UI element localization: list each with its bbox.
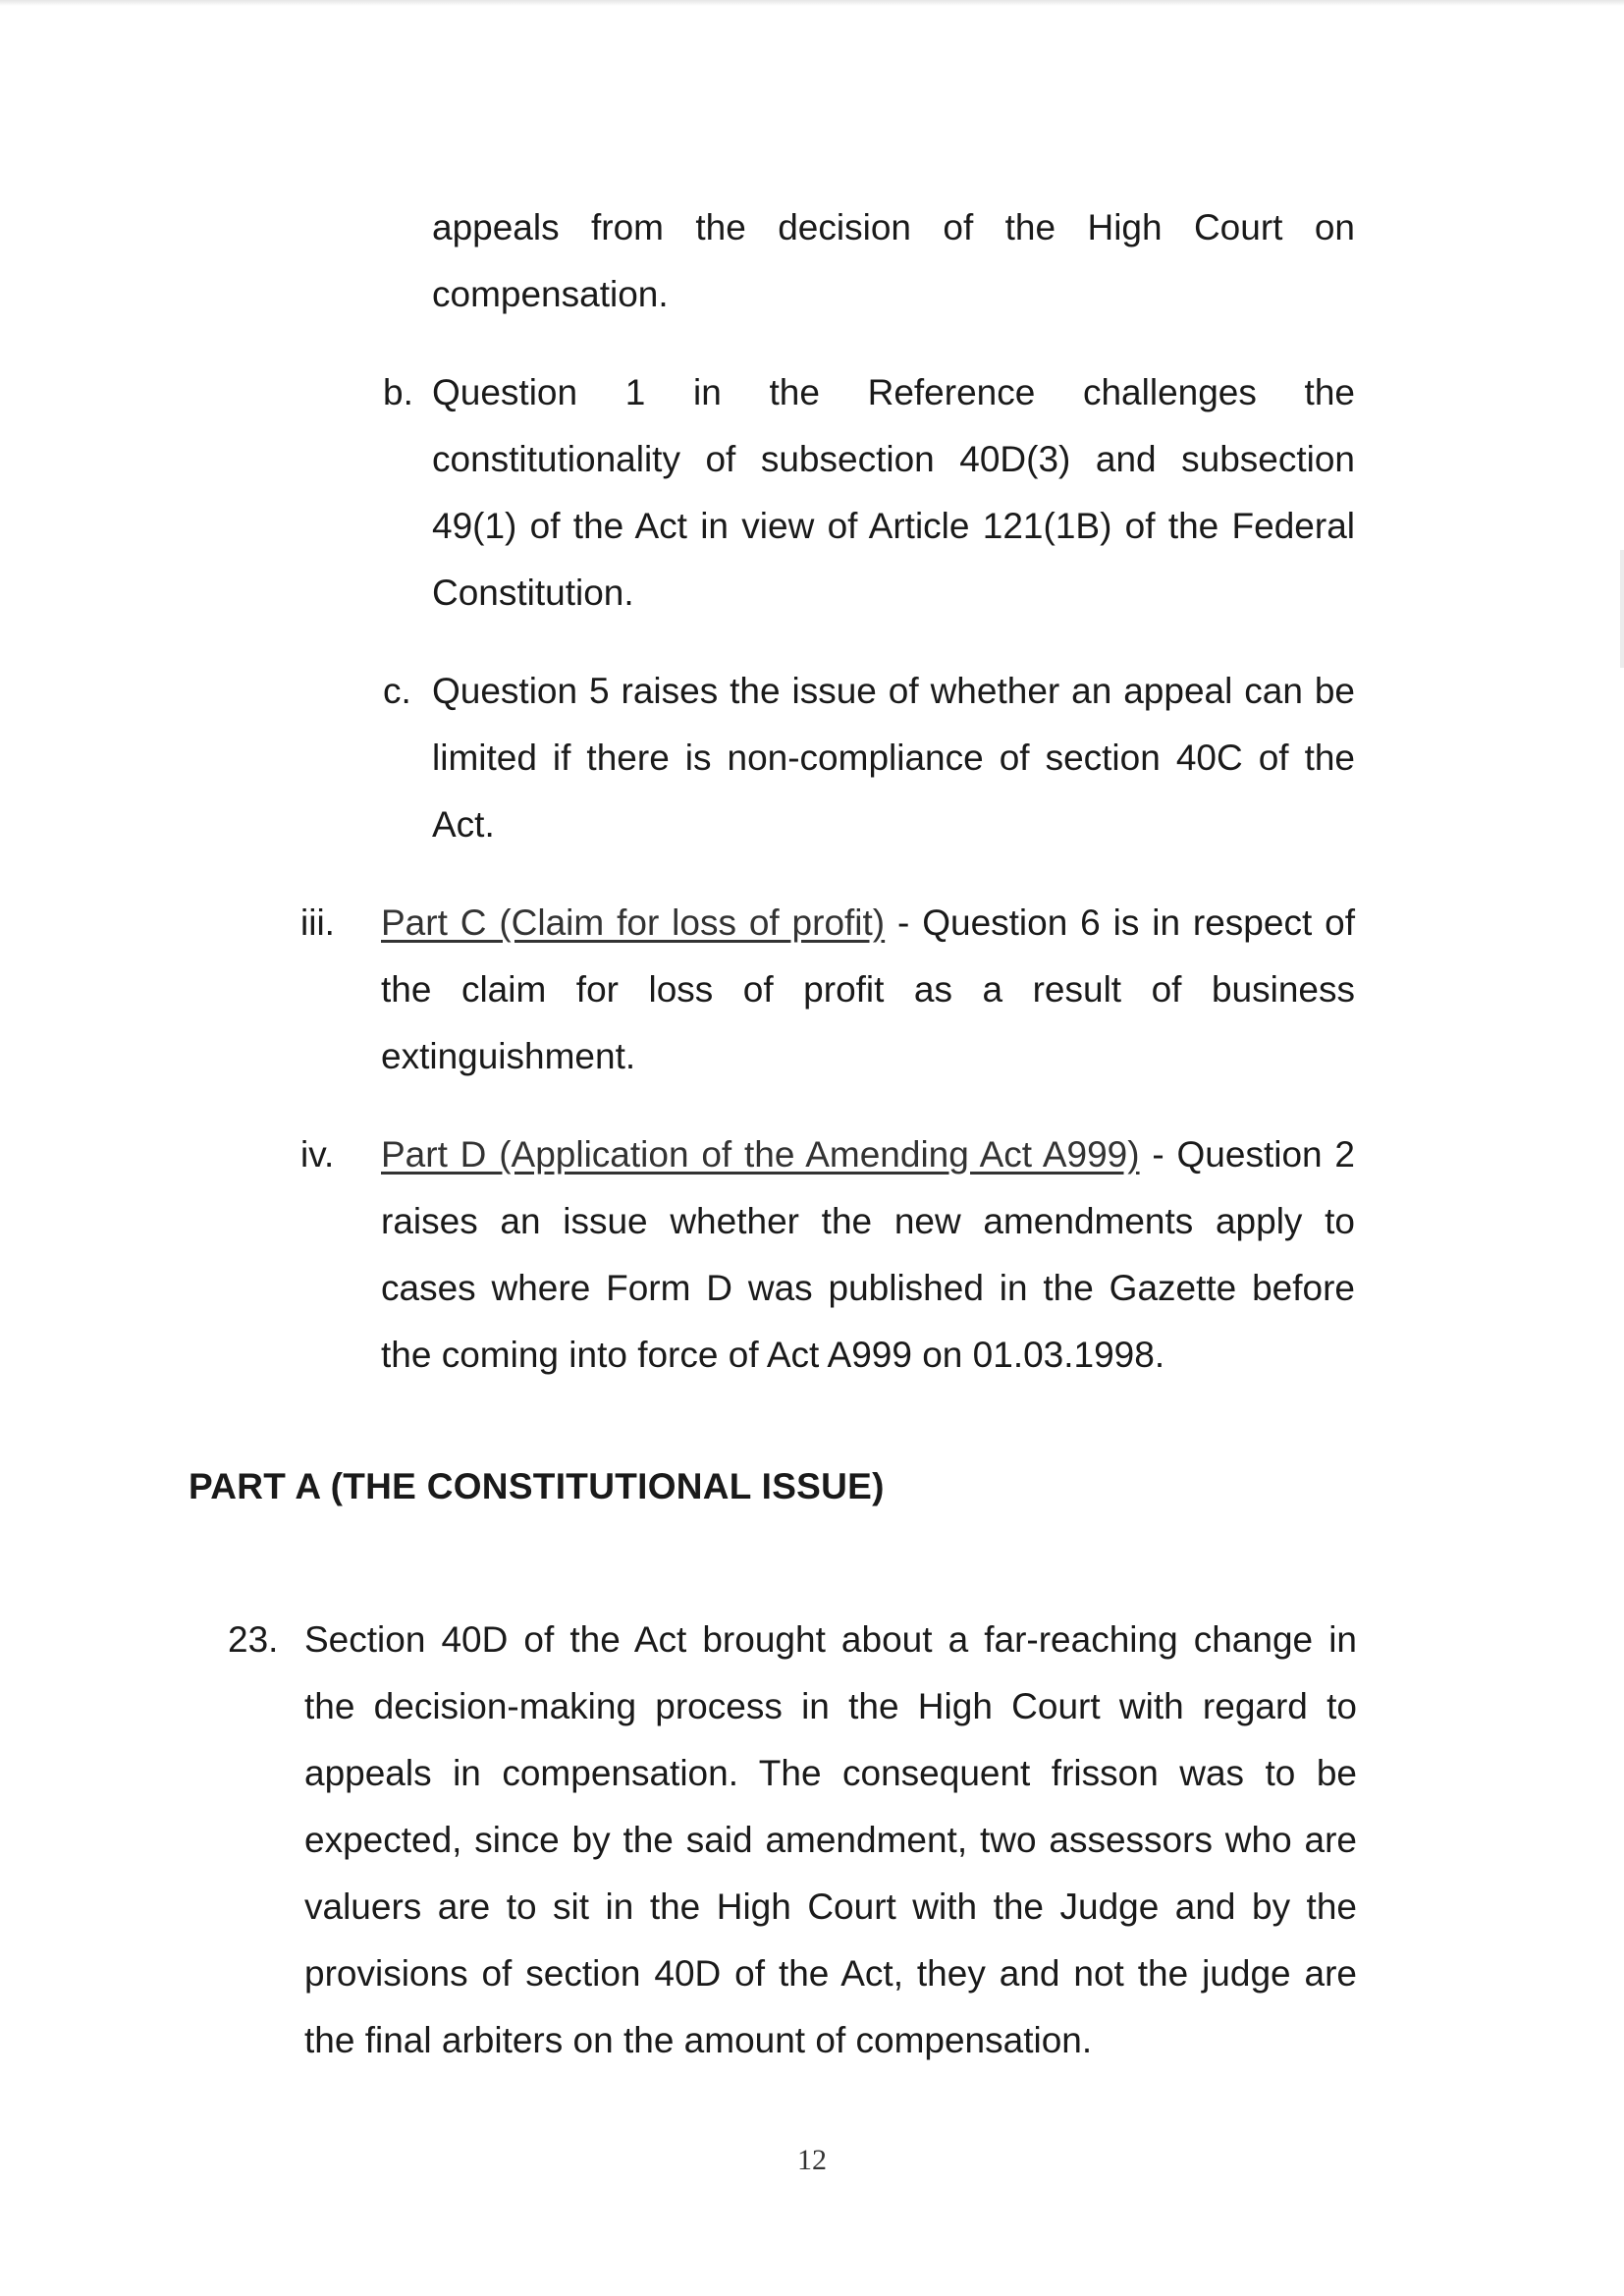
- list-item-iv: [381, 1121, 1355, 1389]
- part-c-title: Part C (Claim for loss of profit): [381, 902, 886, 943]
- scan-edge: [0, 0, 1624, 6]
- list-item-c: Question 5 raises the issue of whether an appeal can be limited if there is non-compliance of section 40C of the Act.: [432, 671, 1355, 845]
- paragraph-23: Section 40D of the Act brought about a far-reaching change in the decision-making process in the High Court with regard to appeals in compensation. The consequent frisson was to be expected, since by the said amendment, two assessors who are valuers are to sit in the High Court with the Judge and by the provisions of section 40D of the Act, they and not the judge are the final arbiters on the amount of compensation.: [304, 1619, 1357, 2060]
- list-item-iii: [381, 890, 1355, 1090]
- part-c-text: - Question 6 is in respect of the claim for loss of profit as a result of business extinguishment.: [381, 902, 1355, 1076]
- list-marker-iii: iii.: [300, 902, 335, 943]
- part-d-text: - Question 2 raises an issue whether the new amendments apply to cases where Form D was published in the Gazette before the coming into force of Act A999 on 01.03.1998.: [381, 1134, 1355, 1375]
- scan-edge: [1620, 550, 1624, 668]
- part-d-title: Part D (Application of the Amending Act A999): [381, 1134, 1140, 1175]
- list-marker-iv: iv.: [300, 1134, 335, 1175]
- paragraph-number-23: 23.: [228, 1619, 279, 1660]
- list-marker-c: c.: [383, 671, 411, 711]
- section-heading: PART A (THE CONSTITUTIONAL ISSUE): [189, 1466, 885, 1506]
- list-item-b: Question 1 in the Reference challenges the constitutionality of subsection 40D(3) and subsection 49(1) of the Act in view of Article 121(1B) of the Federal Constitution.: [432, 372, 1355, 613]
- continuation-paragraph: appeals from the decision of the High Court on compensation.: [432, 207, 1355, 314]
- page-number: 12: [797, 2144, 827, 2176]
- list-marker-b: b.: [383, 372, 413, 412]
